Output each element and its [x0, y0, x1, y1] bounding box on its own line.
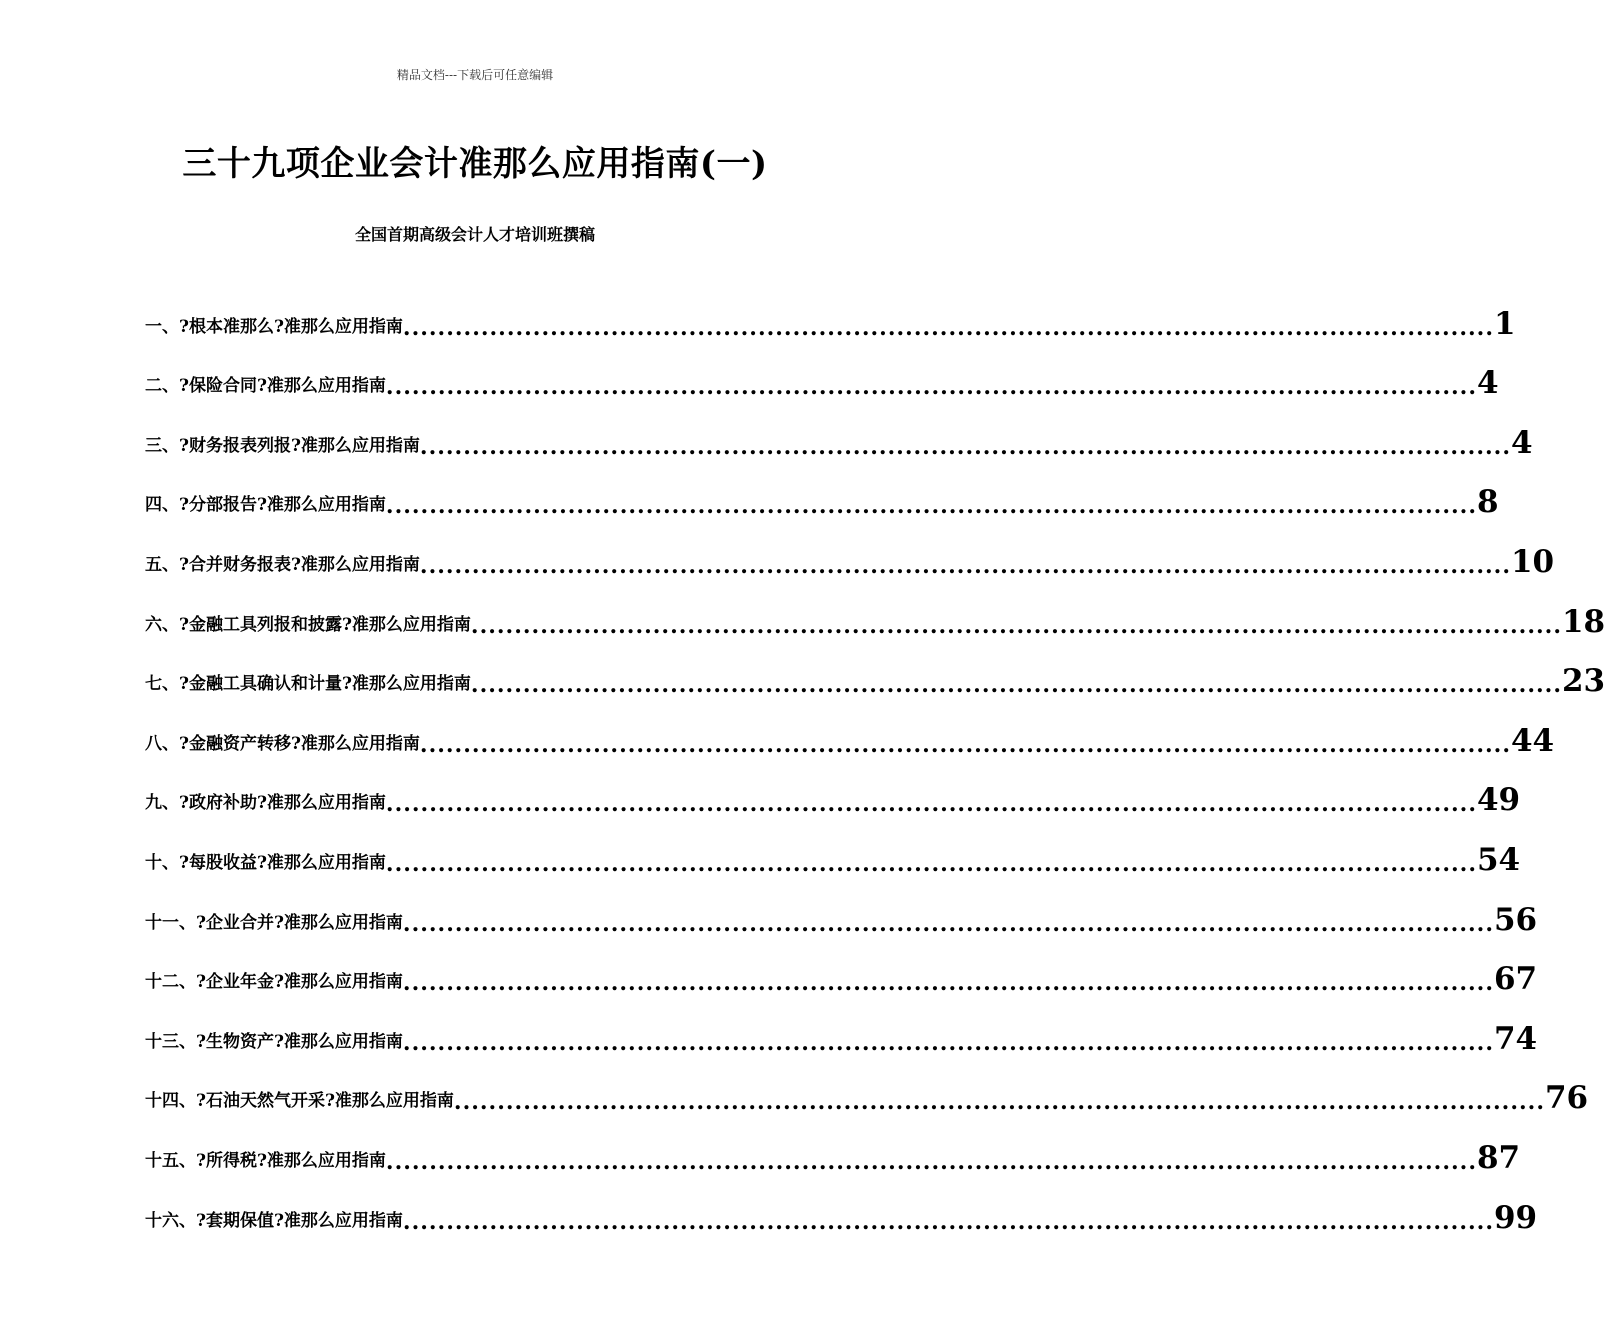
- document-title: 三十九项企业会计准那么应用指南(一): [182, 144, 768, 184]
- toc-entry[interactable]: [145, 759, 1521, 819]
- toc-entry[interactable]: [145, 818, 1521, 878]
- toc-page-number: 56: [1493, 901, 1538, 938]
- toc-entry-label: 八、?金融资产转移?准那么应用指南: [145, 733, 420, 754]
- toc-entry-label: 五、?合并财务报表?准那么应用指南: [145, 554, 420, 575]
- toc-page-number: 76: [1544, 1080, 1589, 1117]
- toc-leader-dots: ..............................................................................................................................: [402, 910, 1494, 937]
- toc-entry[interactable]: [145, 282, 1516, 342]
- toc-entry-label: 十四、?石油天然气开采?准那么应用指南: [145, 1091, 454, 1112]
- toc-leader-dots: ..............................................................................................................................: [453, 1089, 1545, 1116]
- toc-entry[interactable]: [145, 1057, 1589, 1117]
- toc-page-number: 4: [1510, 424, 1533, 461]
- toc-page-number: 49: [1476, 782, 1521, 819]
- toc-entry[interactable]: [145, 1116, 1521, 1176]
- toc-entry[interactable]: [145, 342, 1499, 402]
- toc-entry[interactable]: [145, 461, 1499, 521]
- toc-page-number: 8: [1476, 484, 1499, 521]
- header-note: 精品文档---下载后可任意编辑: [396, 68, 554, 82]
- toc-page-number: 67: [1493, 961, 1538, 998]
- toc-entry-label: 七、?金融工具确认和计量?准那么应用指南: [145, 674, 471, 695]
- toc-entry-label: 二、?保险合同?准那么应用指南: [145, 376, 386, 397]
- toc-leader-dots: ..............................................................................................................................: [402, 1029, 1494, 1056]
- toc-leader-dots: ..............................................................................................................................: [402, 970, 1494, 997]
- toc-entry[interactable]: [145, 699, 1555, 759]
- toc-entry-label: 六、?金融工具列报和披露?准那么应用指南: [145, 614, 471, 635]
- toc-leader-dots: ..............................................................................................................................: [402, 314, 1494, 341]
- toc-page-number: 4: [1476, 365, 1499, 402]
- toc-page-number: 54: [1476, 841, 1521, 878]
- toc-leader-dots: ..............................................................................................................................: [419, 552, 1511, 579]
- toc-leader-dots: ..............................................................................................................................: [385, 850, 1477, 877]
- toc-leader-dots: ..............................................................................................................................: [419, 731, 1511, 758]
- toc-page-number: 87: [1476, 1139, 1521, 1176]
- document-subtitle: 全国首期高级会计人才培训班撰稿: [354, 225, 595, 244]
- toc-entry-label: 一、?根本准那么?准那么应用指南: [145, 316, 403, 337]
- toc-leader-dots: ..............................................................................................................................: [470, 672, 1562, 699]
- toc-entry-label: 四、?分部报告?准那么应用指南: [145, 495, 386, 516]
- toc-leader-dots: ..............................................................................................................................: [385, 374, 1477, 401]
- toc-page-number: 99: [1493, 1199, 1538, 1236]
- toc-page-number: 10: [1510, 543, 1555, 580]
- toc-leader-dots: ..............................................................................................................................: [470, 612, 1562, 639]
- toc-page-number: 23: [1561, 663, 1605, 700]
- toc-page-number: 44: [1510, 722, 1555, 759]
- toc-entry-label: 十一、?企业合并?准那么应用指南: [145, 912, 403, 933]
- toc-entry-label: 十五、?所得税?准那么应用指南: [145, 1150, 386, 1171]
- toc-entry[interactable]: [145, 640, 1605, 700]
- toc-entry[interactable]: [145, 938, 1538, 998]
- toc-page-number: 74: [1493, 1020, 1538, 1057]
- toc-entry[interactable]: [145, 401, 1533, 461]
- toc-entry[interactable]: [145, 997, 1538, 1057]
- toc-leader-dots: ..............................................................................................................................: [385, 493, 1477, 520]
- toc-page-number: 1: [1493, 305, 1516, 342]
- toc-entry[interactable]: [145, 520, 1555, 580]
- toc-entry[interactable]: [145, 1176, 1538, 1236]
- table-of-contents: [145, 282, 1605, 1236]
- toc-entry-label: 十三、?生物资产?准那么应用指南: [145, 1031, 403, 1052]
- toc-entry-label: 三、?财务报表列报?准那么应用指南: [145, 435, 420, 456]
- toc-leader-dots: ..............................................................................................................................: [385, 1148, 1477, 1175]
- toc-entry-label: 十二、?企业年金?准那么应用指南: [145, 972, 403, 993]
- toc-leader-dots: ..............................................................................................................................: [385, 791, 1477, 818]
- toc-entry-label: 十六、?套期保值?准那么应用指南: [145, 1210, 403, 1231]
- toc-leader-dots: ..............................................................................................................................: [419, 433, 1511, 460]
- toc-entry-label: 十、?每股收益?准那么应用指南: [145, 852, 386, 873]
- toc-entry[interactable]: [145, 878, 1538, 938]
- toc-page-number: 18: [1561, 603, 1605, 640]
- toc-leader-dots: ..............................................................................................................................: [402, 1208, 1494, 1235]
- toc-entry[interactable]: [145, 580, 1605, 640]
- toc-entry-label: 九、?政府补助?准那么应用指南: [145, 793, 386, 814]
